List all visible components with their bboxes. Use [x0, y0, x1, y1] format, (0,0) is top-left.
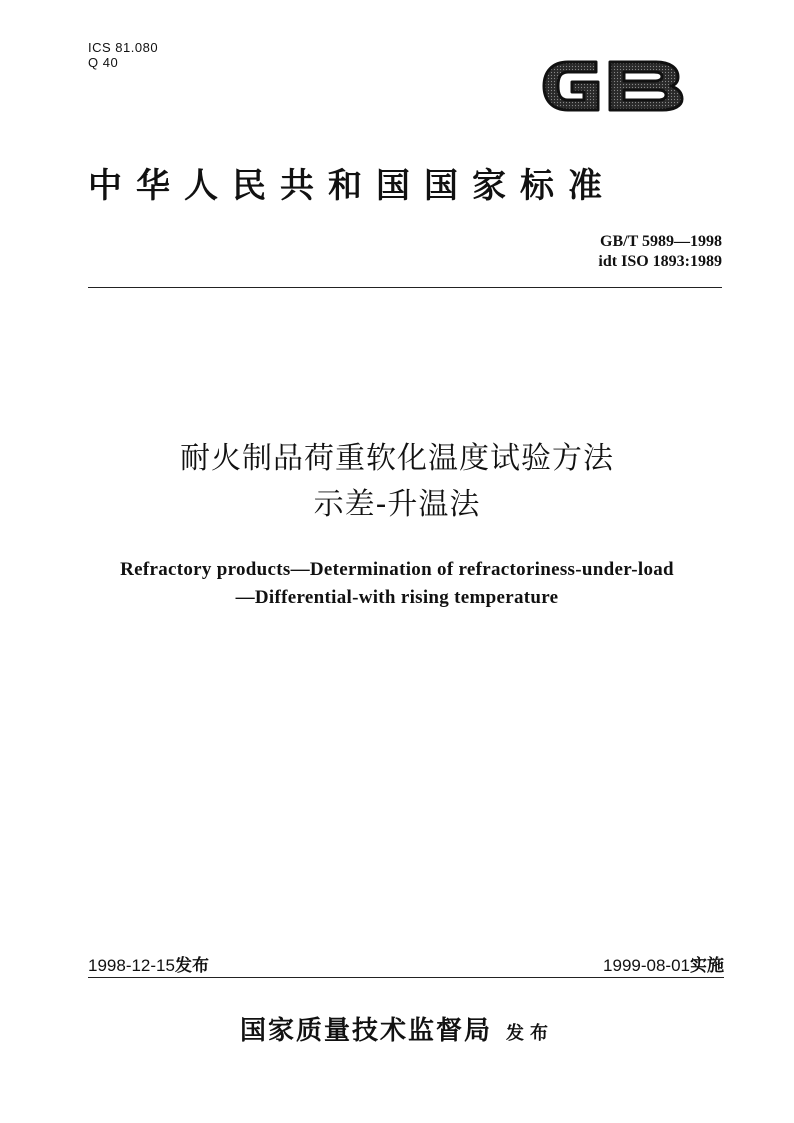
issue-label: 发布 — [174, 956, 209, 976]
english-title-line-2: —Differential-with rising temperature — [235, 587, 559, 608]
implement-date: 1999-08-01 — [603, 956, 690, 975]
category-code: Q 40 — [88, 55, 119, 70]
footer-divider — [88, 977, 724, 978]
issue-date: 1998-12-15 — [88, 956, 175, 975]
issuing-country-title: 中华人民共和国国家标准 — [88, 166, 616, 206]
chinese-title — [60, 436, 734, 528]
dates-row — [88, 951, 724, 975]
english-title-line-1: Refractory products—Determination of refractoriness-under-load — [120, 559, 674, 580]
standard-number-block — [512, 232, 722, 272]
publisher-block — [60, 1010, 734, 1047]
publisher-name: 国家质量技术监督局 — [239, 1016, 492, 1046]
classification-block — [88, 40, 158, 70]
english-title — [40, 556, 754, 612]
gb-logo-mark — [538, 50, 688, 122]
implement-label: 实施 — [690, 956, 724, 976]
issue-date-block — [88, 951, 209, 976]
equivalent-standard: idt ISO 1893:1989 — [598, 253, 722, 270]
ics-code: ICS 81.080 — [88, 40, 159, 55]
header-divider — [88, 287, 722, 288]
chinese-title-line-1: 耐火制品荷重软化温度试验方法 — [180, 441, 614, 476]
gb-logo — [538, 50, 688, 122]
chinese-title-line-2: 示差-升温法 — [313, 487, 481, 522]
publisher-action: 发布 — [506, 1023, 554, 1044]
implement-date-block — [603, 951, 724, 976]
standard-number: GB/T 5989—1998 — [600, 233, 722, 250]
